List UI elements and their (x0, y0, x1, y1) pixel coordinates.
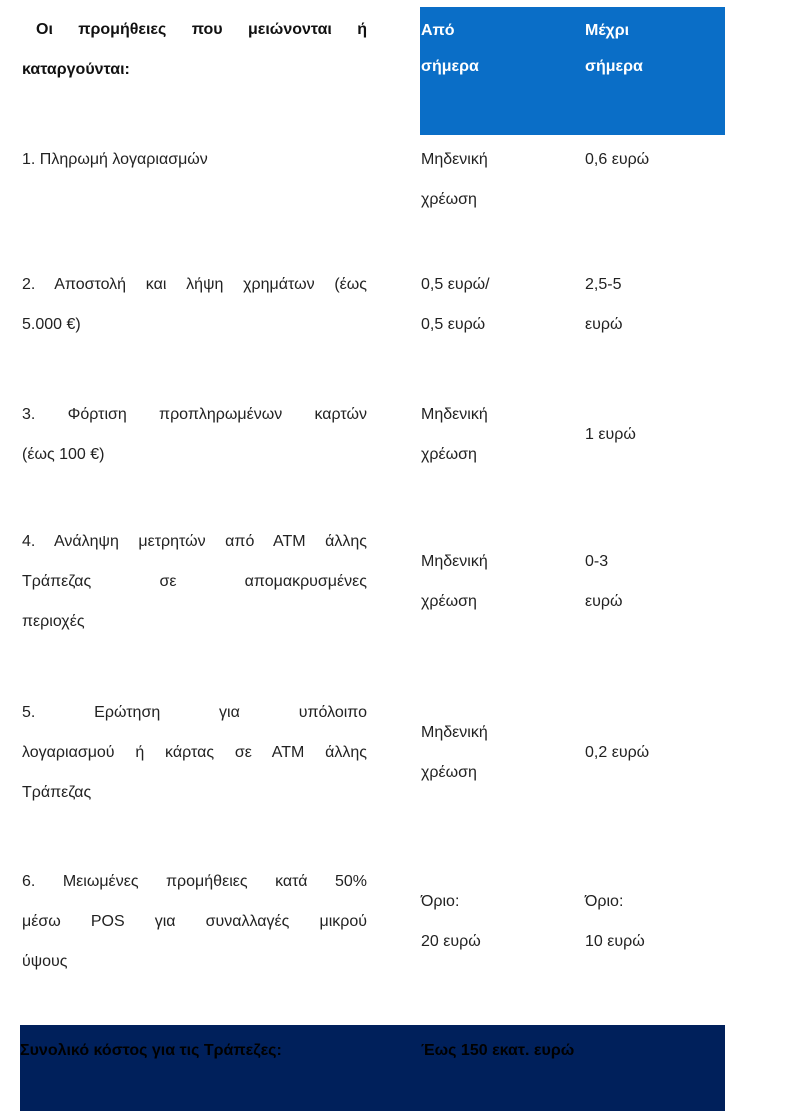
row-3-from-line: χρέωση (421, 446, 477, 463)
row-6-description-line: 6. Μειωμένες προμήθειες κατά 50% (22, 873, 367, 890)
row-4-to-line: ευρώ (585, 593, 623, 610)
row-1-description-line: 1. Πληρωμή λογαριασμών (22, 151, 208, 168)
row-3-description (22, 395, 367, 475)
row-3-to-line: 1 ευρώ (585, 426, 636, 443)
row-3-from-line: Μηδενική (421, 406, 488, 423)
row-2-from-line: 0,5 ευρώ (421, 316, 486, 333)
row-5-to-line: 0,2 ευρώ (585, 744, 650, 761)
row-5-to (585, 733, 715, 773)
row-3-to (585, 415, 715, 455)
row-1-from-line: Μηδενική (421, 151, 488, 168)
column-header-to-line-1: Μέχρι (585, 22, 630, 39)
row-5-description (22, 693, 367, 813)
row-4-description (22, 522, 367, 642)
row-2-description-line: 5.000 €) (22, 316, 81, 333)
table-title (22, 10, 367, 90)
row-5-from-line: Μηδενική (421, 724, 488, 741)
row-6-to-line: Όριο: (585, 893, 624, 910)
row-2-from-line: 0,5 ευρώ/ (421, 276, 490, 293)
row-6-from (421, 882, 551, 962)
row-3-description-line: 3. Φόρτιση προπληρωμένων καρτών (22, 406, 367, 423)
column-header-from-line-1: Από (421, 22, 455, 39)
column-header-to (585, 13, 695, 85)
column-header-from-line-2: σήμερα (421, 58, 479, 75)
row-3-description-line: (έως 100 €) (22, 446, 105, 463)
row-4-from-line: χρέωση (421, 593, 477, 610)
total-cost-label: Συνολικό κόστος για τις Τράπεζες: (20, 1042, 282, 1059)
row-6-description-line: μέσω POS για συναλλαγές μικρού (22, 913, 367, 930)
row-6-to-line: 10 ευρώ (585, 933, 645, 950)
row-1-from-line: χρέωση (421, 191, 477, 208)
row-2-description-line: 2. Αποστολή και λήψη χρημάτων (έως (22, 276, 367, 293)
row-1-description (22, 140, 367, 180)
row-1-to (585, 140, 715, 180)
row-3-from (421, 395, 551, 475)
row-6-from-line: 20 ευρώ (421, 933, 481, 950)
column-header-to-line-2: σήμερα (585, 58, 643, 75)
row-2-to-line: ευρώ (585, 316, 623, 333)
row-5-from-line: χρέωση (421, 764, 477, 781)
row-4-from-line: Μηδενική (421, 553, 488, 570)
row-4-from (421, 542, 551, 622)
row-6-to (585, 882, 715, 962)
row-4-to-line: 0-3 (585, 553, 609, 570)
column-header-from (421, 13, 531, 85)
row-2-from (421, 265, 551, 345)
row-1-to-line: 0,6 ευρώ (585, 151, 650, 168)
row-6-from-line: Όριο: (421, 893, 460, 910)
table-title-line-2: καταργούνται: (22, 61, 130, 78)
row-2-to (585, 265, 715, 345)
row-4-description-line: περιοχές (22, 613, 85, 630)
table-title-line-1: Οι προμήθειες που μειώνονται ή (36, 21, 367, 38)
row-2-description (22, 265, 367, 345)
row-4-to (585, 542, 715, 622)
row-4-description-line: Τράπεζας σε απομακρυσμένες (22, 573, 367, 590)
row-5-description-line: λογαριασμού ή κάρτας σε ΑΤΜ άλλης (22, 744, 367, 761)
row-5-description-line: 5. Ερώτηση για υπόλοιπο (22, 704, 367, 721)
row-6-description (22, 862, 367, 982)
row-5-description-line: Τράπεζας (22, 784, 92, 801)
row-4-description-line: 4. Ανάληψη μετρητών από ΑΤΜ άλλης (22, 533, 367, 550)
row-5-from (421, 713, 551, 793)
row-1-from (421, 140, 551, 220)
row-2-to-line: 2,5-5 (585, 276, 622, 293)
total-cost-value: Έως 150 εκατ. ευρώ (421, 1042, 575, 1059)
row-6-description-line: ύψους (22, 953, 68, 970)
